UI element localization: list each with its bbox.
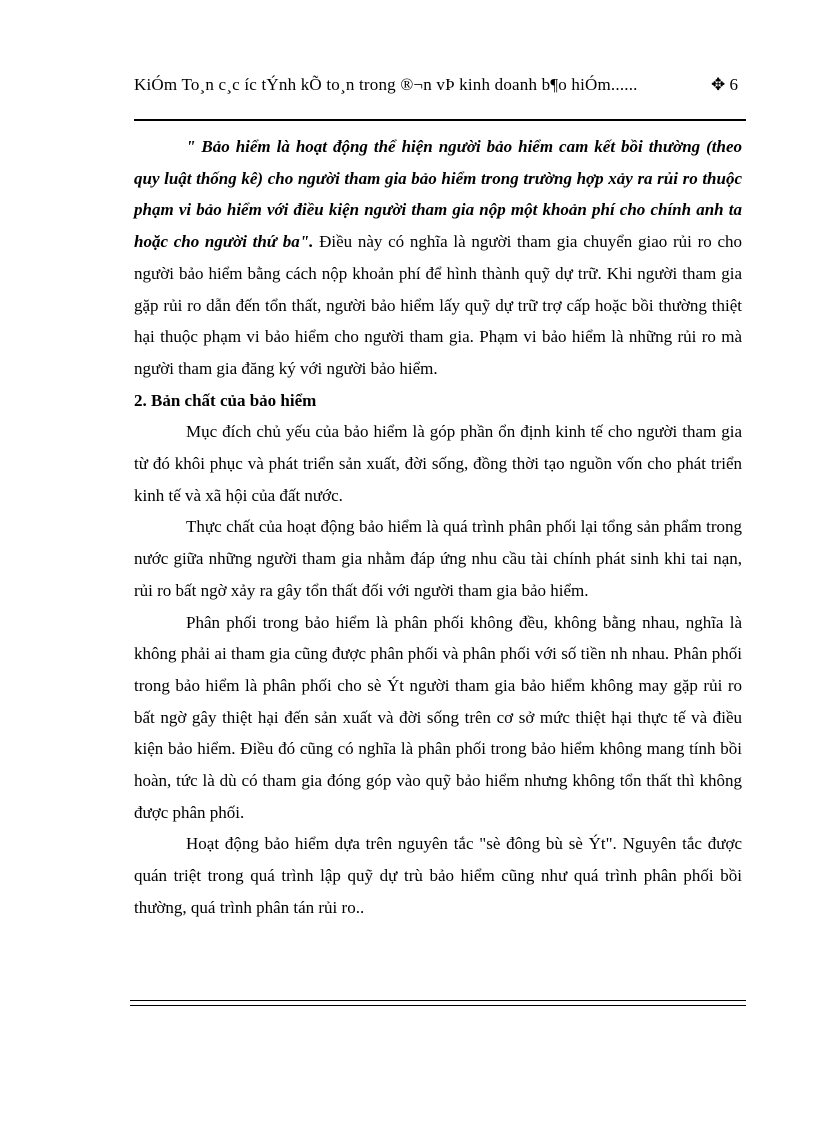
header-divider [134,119,746,121]
paragraph-purpose: Mục đích chủ yếu của bảo hiểm là góp phần ổn định kinh tế cho người tham gia từ đó khôi phục và phát triển sản xuất, đời sống, đồng thời tạo nguồn vốn cho phát triển kinh tế và xã hội của đất nước. [134,422,742,505]
paragraph-distribution: Phân phối trong bảo hiểm là phân phối không đều, không bằng nhau, nghĩa là không phải ai tham gia cũng được phân phối và phân phối với số tiền nh nhau. Phân phối trong bảo hiểm là phân phối cho sè Ýt người tham gia bảo hiểm không may gặp rủi ro bất ngờ gây thiệt hại đến sản xuất và đời sống trên cơ sở mức thiệt hại thực tế và điều kiện bảo hiểm. Điều đó cũng có nghĩa là phân phối trong bảo hiểm không mang tính bồi hoàn, tức là dù có tham gia đóng góp vào quỹ bảo hiểm nhưng không tổn thất thì không được phân phối. [134,612,742,822]
paragraph-principle: Hoạt động bảo hiểm dựa trên nguyên tắc "sè đông bù sè Ýt". Nguyên tắc được quán triệt trong quá trình lập quỹ dự trù bảo hiểm cũng như quá trình phân phối bồi thường, quá trình phân tán rủi ro.. [134,834,742,917]
footer-divider [130,1000,746,1006]
page-number: ✥ 6 [711,75,738,94]
paragraph-essence: Thực chất của hoạt động bảo hiểm là quá trình phân phối lại tổng sản phẩm trong nước giữa những người tham gia nhằm đáp ứng nhu cầu tài chính phát sinh khi tai nạn, rủi ro bất ngờ xảy ra gây tổn thất đối với người tham gia bảo hiểm. [134,517,742,600]
document-body [134,131,742,924]
paragraph-definition [134,131,742,385]
definition-quote: " Bảo hiểm là hoạt động thể hiện người bảo hiểm cam kết bồi thường (theo quy luật thống kê) cho người tham gia bảo hiểm trong trường hợp xảy ra rủi ro thuộc phạm vi bảo hiểm với điều kiện người tham gia nộp một khoản phí cho chính anh ta hoặc cho người thứ ba". [134,137,742,252]
header-title: KiÓm To¸n c¸c íc tÝnh kÕ to¸n trong ®¬n vÞ kinh doanh b¶o hiÓm...... [134,75,638,94]
section-heading: 2. Bản chất của bảo hiểm [134,390,317,410]
page-header [134,74,746,95]
definition-explanation: Điều này có nghĩa là người tham gia chuyển giao rủi ro cho người bảo hiểm bằng cách nộp khoản phí để hình thành quỹ dự trữ. Khi người tham gia gặp rủi ro dẫn đến tổn thất, người bảo hiểm lấy quỹ dự trữ trợ cấp hoặc bồi thường thiệt hại thuộc phạm vi bảo hiểm cho người tham gia. Phạm vi bảo hiểm là những rủi ro mà người tham gia đăng ký với người bảo hiểm. [134,232,743,378]
